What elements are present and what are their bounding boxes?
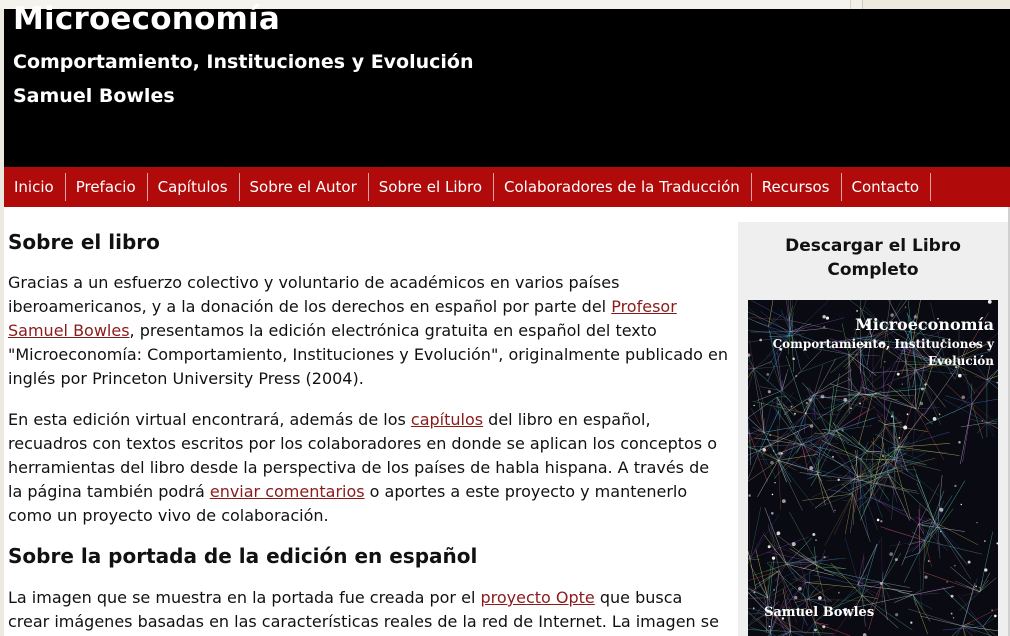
site-title: Microeconomía bbox=[13, 1, 280, 37]
nav-sobre-el-libro[interactable]: Sobre el Libro bbox=[369, 173, 494, 201]
paragraph-portada bbox=[8, 586, 728, 634]
section-heading-sobre-el-libro: Sobre el libro bbox=[8, 230, 160, 254]
link-proyecto-opte[interactable]: proyecto Opte bbox=[480, 588, 595, 607]
paragraph-text: Gracias a un esfuerzo colectivo y voluntario de académicos en varios países iberoamericanos, y a la donación de los derechos en español por parte del bbox=[8, 273, 620, 316]
link-capitulos[interactable]: capítulos bbox=[410, 410, 484, 429]
nav-prefacio[interactable]: Prefacio bbox=[66, 173, 148, 201]
paragraph-text: o aportes a este proyecto y mantenerlo como un proyecto vivo de colaboración. bbox=[8, 482, 688, 525]
paragraph-text: , presentamos la edición electrónica gratuita en español del texto "Microeconomía: Comportamiento, Instituciones y Evolución", originalmente publicado en inglés por Princeton University Press (2004). bbox=[8, 321, 729, 388]
site-header bbox=[4, 1, 1010, 167]
nav-inicio[interactable]: Inicio bbox=[4, 173, 66, 201]
nav-capitulos[interactable]: Capítulos bbox=[148, 173, 240, 201]
nav-colaboradores[interactable]: Colaboradores de la Traducción bbox=[494, 173, 752, 201]
main-nav bbox=[4, 167, 1010, 207]
cover-subtitle: Comportamiento, Instituciones y Evolución bbox=[772, 337, 994, 368]
paragraph-edicion-virtual bbox=[8, 408, 728, 528]
site-author: Samuel Bowles bbox=[13, 85, 175, 107]
nav-recursos[interactable]: Recursos bbox=[752, 173, 842, 201]
link-enviar-comentarios[interactable]: enviar comentarios bbox=[209, 482, 365, 501]
tab-strip-right bbox=[862, 0, 1010, 9]
paragraph-text: En esta edición virtual encontrará, además de los bbox=[8, 410, 411, 429]
book-cover-image[interactable] bbox=[748, 300, 998, 636]
site-subtitle: Comportamiento, Instituciones y Evolución bbox=[13, 51, 474, 73]
nav-contacto[interactable]: Contacto bbox=[842, 173, 932, 201]
cover-title: Microeconomía bbox=[855, 315, 994, 334]
paragraph-text: que busca crear imágenes basadas en las características reales de la red de Internet. La imagen se bbox=[8, 588, 719, 631]
sidebar-download bbox=[738, 222, 1008, 636]
paragraph-text: La imagen que se muestra en la portada fue creada por el bbox=[8, 588, 481, 607]
link-profesor-samuel-bowles[interactable]: Profesor Samuel Bowles bbox=[8, 297, 677, 340]
section-heading-portada: Sobre la portada de la edición en español bbox=[8, 544, 478, 568]
paragraph-intro bbox=[8, 271, 728, 391]
download-book-heading[interactable]: Descargar el Libro Completo bbox=[785, 236, 961, 280]
nav-sobre-el-autor[interactable]: Sobre el Autor bbox=[240, 173, 369, 201]
cover-author: Samuel Bowles bbox=[764, 605, 875, 620]
paragraph-text: del libro en español, recuadros con textos escritos por los colaboradores en donde se aplican los conceptos o herramientas del libro desde la perspectiva de los países de habla hispana. A través de la página también podrá bbox=[8, 410, 717, 501]
main-content bbox=[8, 222, 728, 634]
